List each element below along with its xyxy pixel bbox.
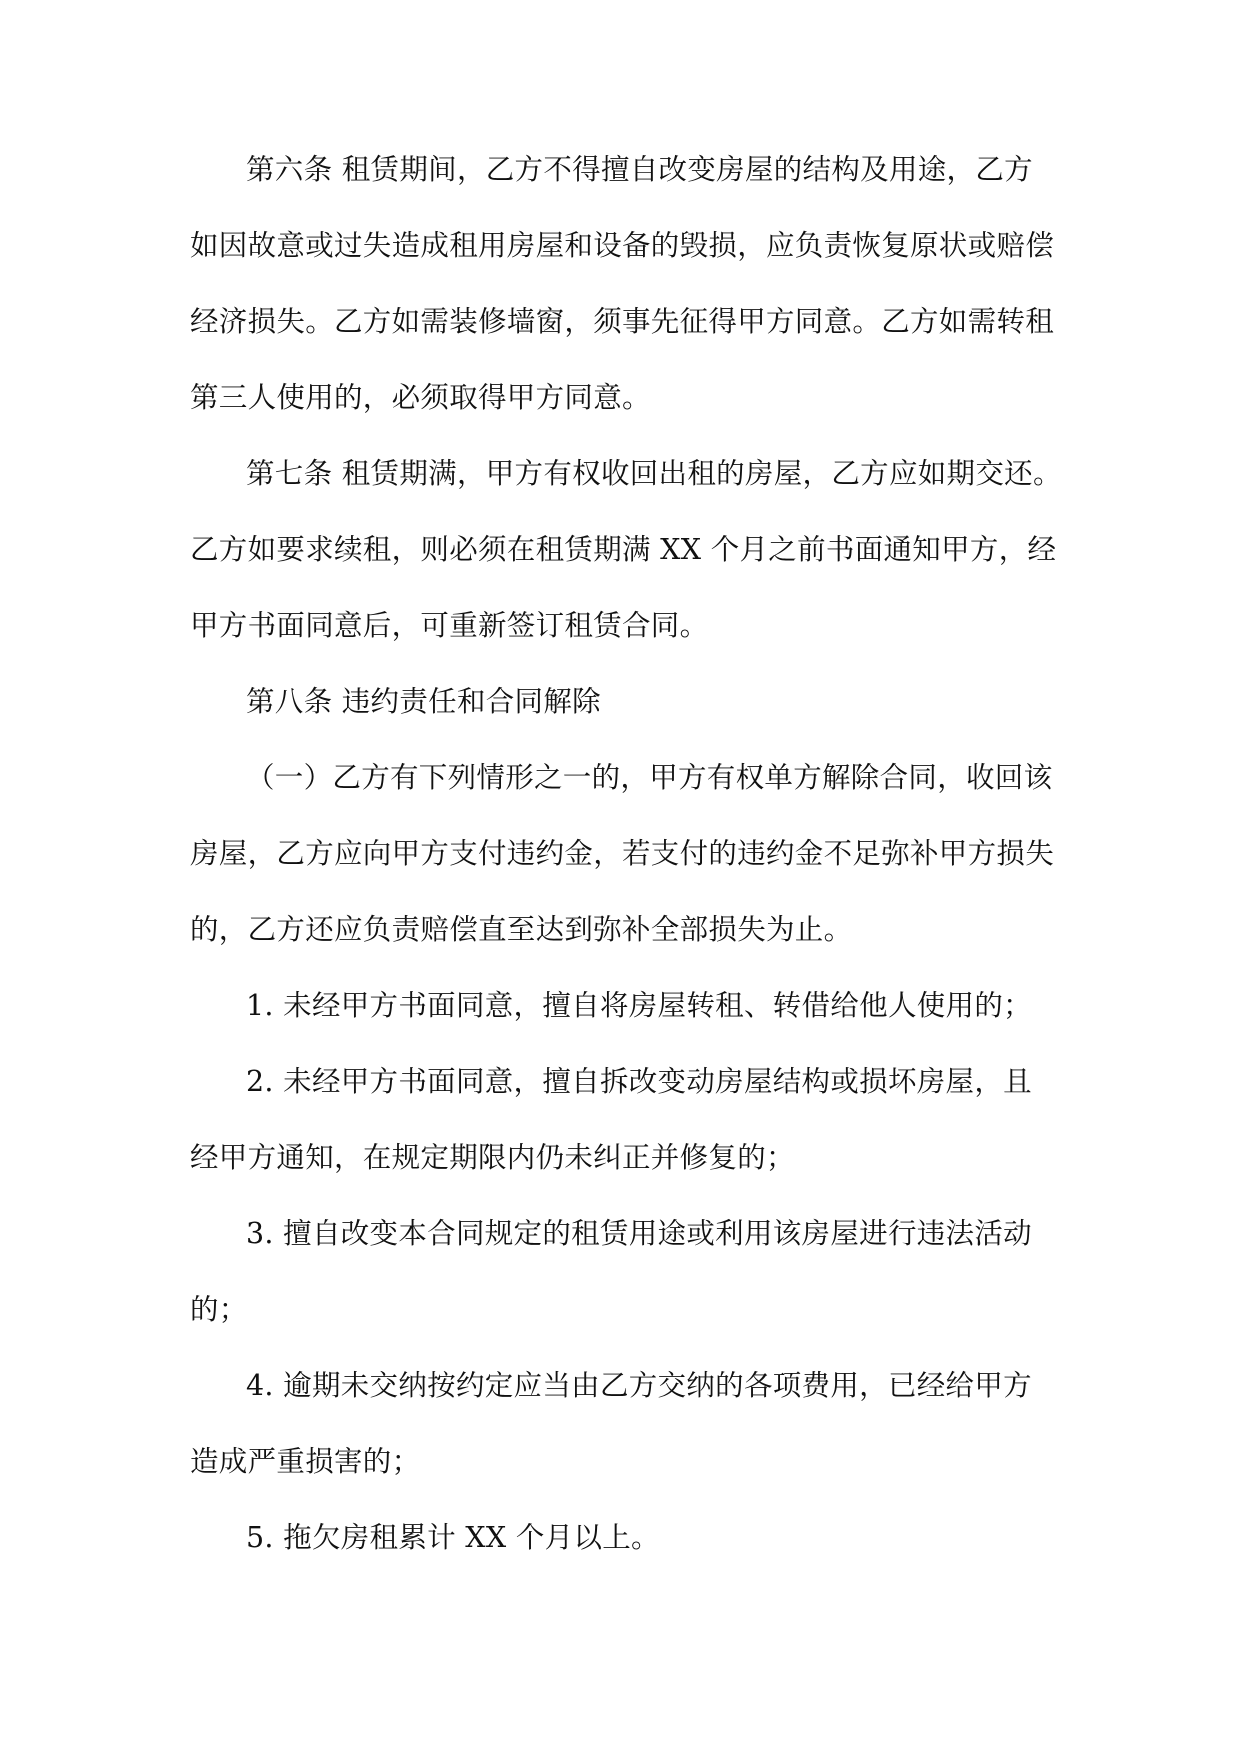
- article-6-line-4: 第三人使用的，必须取得甲方同意。: [190, 381, 651, 414]
- article-6-line-1: 第六条 租赁期间，乙方不得擅自改变房屋的结构及用途，乙方: [246, 153, 1033, 186]
- article-7-line-1: 第七条 租赁期满，甲方有权收回出租的房屋，乙方应如期交还。: [246, 457, 1062, 490]
- item-4-line-1: 4. 逾期未交纳按约定应当由乙方交纳的各项费用，已经给甲方: [246, 1369, 1032, 1402]
- article-6-line-3: 经济损失。乙方如需装修墙窗，须事先征得甲方同意。乙方如需转租: [190, 305, 1055, 338]
- clause-1-line-1: （一）乙方有下列情形之一的，甲方有权单方解除合同，收回该: [246, 761, 1053, 794]
- article-8-heading: 第八条 违约责任和合同解除: [246, 685, 601, 718]
- clause-1-line-2: 房屋，乙方应向甲方支付违约金，若支付的违约金不足弥补甲方损失: [190, 837, 1055, 870]
- item-3-line-1: 3. 擅自改变本合同规定的租赁用途或利用该房屋进行违法活动: [246, 1217, 1032, 1250]
- clause-1-line-3: 的，乙方还应负责赔偿直至达到弥补全部损失为止。: [190, 913, 853, 946]
- article-6-line-2: 如因故意或过失造成租用房屋和设备的毁损，应负责恢复原状或赔偿: [190, 229, 1055, 262]
- article-7-line-2: 乙方如要求续租，则必须在租赁期满 XX 个月之前书面通知甲方，经: [190, 533, 1057, 566]
- item-4-line-2: 造成严重损害的；: [190, 1445, 421, 1478]
- article-7-line-3: 甲方书面同意后，可重新签订租赁合同。: [190, 609, 709, 642]
- item-3-line-2: 的；: [190, 1293, 248, 1326]
- item-2-line-1: 2. 未经甲方书面同意，擅自拆改变动房屋结构或损坏房屋，且: [246, 1065, 1032, 1098]
- item-1-line-1: 1. 未经甲方书面同意，擅自将房屋转租、转借给他人使用的；: [246, 989, 1032, 1022]
- item-2-line-2: 经甲方通知，在规定期限内仍未纠正并修复的；: [190, 1141, 795, 1174]
- item-5-line-1: 5. 拖欠房租累计 XX 个月以上。: [246, 1521, 660, 1554]
